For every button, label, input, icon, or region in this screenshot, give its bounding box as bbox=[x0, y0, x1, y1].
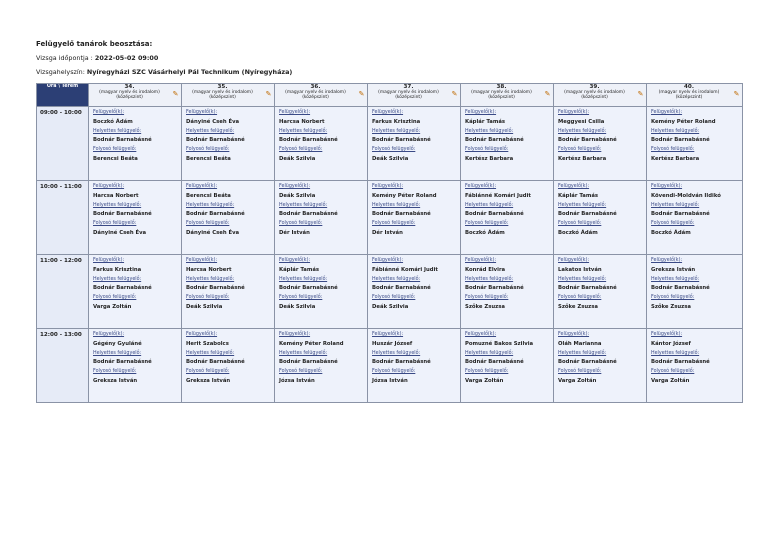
corridor-supervisor-link[interactable]: Folyosó felügyelő: bbox=[186, 295, 230, 300]
corridor-supervisor-name: Dér István bbox=[279, 229, 310, 236]
supervisor-name: Huszár József bbox=[372, 340, 413, 347]
page-title: Felügyelő tanárok beosztása: bbox=[36, 40, 153, 48]
supervisor-link[interactable]: Felügyelő(k): bbox=[465, 184, 497, 189]
schedule-cell bbox=[275, 107, 368, 181]
supervisor-link[interactable]: Felügyelő(k): bbox=[465, 332, 497, 337]
corridor-supervisor-name: Boczkó Ádám bbox=[558, 229, 598, 236]
supervisor-link[interactable]: Felügyelő(k): bbox=[651, 332, 683, 337]
schedule-cell bbox=[275, 255, 368, 329]
supervisor-link[interactable]: Felügyelő(k): bbox=[651, 184, 683, 189]
deputy-supervisor-link[interactable]: Helyettes felügyelő: bbox=[651, 350, 700, 356]
corridor-supervisor-link[interactable]: Folyosó felügyelő: bbox=[372, 221, 416, 226]
supervisor-name: Farkus Krisztina bbox=[372, 118, 421, 125]
supervisor-link[interactable]: Felügyelő(k): bbox=[93, 332, 125, 337]
deputy-supervisor-link[interactable]: Helyettes felügyelő: bbox=[279, 276, 328, 282]
deputy-supervisor-name: Bodnár Barnabásné bbox=[186, 359, 245, 365]
time-slot-label: 11:00 - 12:00 bbox=[37, 255, 89, 329]
edit-icon[interactable]: ✎ bbox=[358, 90, 365, 98]
supervisor-name: Kántor József bbox=[651, 340, 691, 347]
room-number: 39. bbox=[589, 84, 600, 90]
corridor-supervisor-name: Szőke Zsuzsa bbox=[651, 303, 691, 310]
schedule-cell bbox=[89, 107, 182, 181]
supervisor-link[interactable]: Felügyelő(k): bbox=[186, 184, 218, 189]
deputy-supervisor-link[interactable]: Helyettes felügyelő: bbox=[558, 350, 607, 356]
schedule-cell bbox=[554, 329, 647, 403]
supervisor-link[interactable]: Felügyelő(k): bbox=[558, 184, 590, 189]
schedule-cell bbox=[461, 255, 554, 329]
deputy-supervisor-link[interactable]: Helyettes felügyelő: bbox=[93, 128, 142, 134]
corridor-supervisor-name: Szőke Zsuzsa bbox=[558, 303, 598, 310]
schedule-cell bbox=[182, 329, 275, 403]
corridor-supervisor-name: Boczkó Ádám bbox=[651, 229, 691, 236]
corridor-supervisor-name: Greksza István bbox=[93, 377, 138, 384]
corridor-supervisor-name: Berencsi Beáta bbox=[186, 155, 231, 162]
deputy-supervisor-name: Bodnár Barnabásné bbox=[465, 137, 524, 143]
room-number: 35. bbox=[217, 84, 228, 90]
corridor-supervisor-name: Deák Szilvia bbox=[279, 155, 316, 162]
time-slot-label: 12:00 - 13:00 bbox=[37, 329, 89, 403]
supervisor-link[interactable]: Felügyelő(k): bbox=[558, 110, 590, 115]
corridor-supervisor-link[interactable]: Folyosó felügyelő: bbox=[93, 369, 137, 374]
deputy-supervisor-link[interactable]: Helyettes felügyelő: bbox=[651, 128, 700, 134]
room-subject: (magyar nyelv és irodalom) bbox=[471, 90, 532, 96]
supervisor-link[interactable]: Felügyelő(k): bbox=[558, 332, 590, 337]
supervisor-link[interactable]: Felügyelő(k): bbox=[93, 184, 125, 189]
corridor-supervisor-name: Varga Zoltán bbox=[651, 377, 690, 384]
deputy-supervisor-link[interactable]: Helyettes felügyelő: bbox=[93, 350, 142, 356]
deputy-supervisor-link[interactable]: Helyettes felügyelő: bbox=[651, 202, 700, 208]
supervisor-name: Pomuzné Bakos Szilvia bbox=[465, 340, 534, 347]
schedule-cell bbox=[461, 107, 554, 181]
room-header bbox=[647, 84, 743, 107]
supervisor-link[interactable]: Felügyelő(k): bbox=[372, 258, 404, 263]
deputy-supervisor-link[interactable]: Helyettes felügyelő: bbox=[186, 350, 235, 356]
room-level: (középszint) bbox=[116, 95, 143, 101]
supervisor-name: Herit Szabolcs bbox=[186, 340, 229, 347]
corridor-supervisor-link[interactable]: Folyosó felügyelő: bbox=[279, 369, 323, 374]
supervisor-name: Kövendi-Moldván Ildikó bbox=[651, 192, 721, 199]
deputy-supervisor-name: Bodnár Barnabásné bbox=[186, 137, 245, 143]
supervisor-link[interactable]: Felügyelő(k): bbox=[279, 332, 311, 337]
deputy-supervisor-name: Bodnár Barnabásné bbox=[558, 359, 617, 365]
edit-icon[interactable]: ✎ bbox=[733, 90, 740, 98]
supervisor-name: Oláh Marianna bbox=[558, 340, 602, 347]
exam-place-label: Vizsgahelyszín: bbox=[36, 68, 87, 76]
corridor-supervisor-link[interactable]: Folyosó felügyelő: bbox=[186, 369, 230, 374]
time-slot-row bbox=[37, 181, 743, 255]
corridor-supervisor-link[interactable]: Folyosó felügyelő: bbox=[558, 295, 602, 300]
schedule-cell bbox=[554, 181, 647, 255]
corridor-supervisor-link[interactable]: Folyosó felügyelő: bbox=[93, 295, 137, 300]
schedule-cell bbox=[89, 255, 182, 329]
exam-time-label: Vizsga időpontja : bbox=[36, 54, 95, 62]
corridor-supervisor-name: Deák Szilvia bbox=[186, 303, 223, 310]
deputy-supervisor-name: Bodnár Barnabásné bbox=[372, 359, 431, 365]
schedule-cell bbox=[368, 181, 461, 255]
supervisor-name: Lakatos István bbox=[558, 266, 602, 273]
deputy-supervisor-link[interactable]: Helyettes felügyelő: bbox=[279, 202, 328, 208]
supervisor-name: Harcsa Norbert bbox=[93, 192, 139, 199]
corridor-supervisor-name: Józsa István bbox=[279, 377, 315, 384]
deputy-supervisor-link[interactable]: Helyettes felügyelő: bbox=[465, 202, 514, 208]
supervisor-link[interactable]: Felügyelő(k): bbox=[279, 184, 311, 189]
room-header-text bbox=[554, 84, 635, 106]
schedule-cell bbox=[89, 181, 182, 255]
corridor-supervisor-link[interactable]: Folyosó felügyelő: bbox=[186, 221, 230, 226]
deputy-supervisor-link[interactable]: Helyettes felügyelő: bbox=[558, 128, 607, 134]
room-subject: (magyar nyelv és irodalom) bbox=[378, 90, 439, 96]
schedule-cell bbox=[89, 329, 182, 403]
deputy-supervisor-link[interactable]: Helyettes felügyelő: bbox=[651, 276, 700, 282]
corridor-supervisor-link[interactable]: Folyosó felügyelő: bbox=[93, 147, 137, 152]
exam-time-line bbox=[36, 54, 158, 62]
time-slot-row bbox=[37, 255, 743, 329]
room-level: (középszint) bbox=[581, 95, 608, 101]
corridor-supervisor-name: Dér István bbox=[372, 229, 403, 236]
deputy-supervisor-link[interactable]: Helyettes felügyelő: bbox=[372, 128, 421, 134]
room-header bbox=[368, 84, 461, 107]
supervisor-name: Berencsi Beáta bbox=[186, 192, 231, 199]
supervisor-link[interactable]: Felügyelő(k): bbox=[651, 258, 683, 263]
room-subject: (magyar nyelv és irodalom) bbox=[564, 90, 625, 96]
deputy-supervisor-name: Bodnár Barnabásné bbox=[558, 285, 617, 291]
schedule-cell bbox=[275, 181, 368, 255]
supervisor-name: Farkus Krisztina bbox=[93, 266, 142, 273]
edit-icon[interactable]: ✎ bbox=[172, 90, 179, 98]
corridor-supervisor-name: Varga Zoltán bbox=[465, 377, 504, 384]
deputy-supervisor-name: Bodnár Barnabásné bbox=[372, 137, 431, 143]
corridor-supervisor-name: Greksza István bbox=[186, 377, 231, 384]
room-header-text bbox=[461, 84, 542, 106]
corridor-supervisor-name: Szőke Zsuzsa bbox=[465, 303, 505, 310]
supervisor-name: Meggyesi Csilla bbox=[558, 118, 605, 125]
supervisor-name: Boczkó Ádám bbox=[93, 118, 133, 125]
time-slot-label: 10:00 - 11:00 bbox=[37, 181, 89, 255]
time-slot-label: 09:00 - 10:00 bbox=[37, 107, 89, 181]
deputy-supervisor-name: Bodnár Barnabásné bbox=[651, 285, 710, 291]
supervisor-link[interactable]: Felügyelő(k): bbox=[186, 332, 218, 337]
edit-icon[interactable]: ✎ bbox=[265, 90, 272, 98]
deputy-supervisor-link[interactable]: Helyettes felügyelő: bbox=[372, 276, 421, 282]
room-subject: (magyar nyelv és irodalom) bbox=[285, 90, 346, 96]
supervisor-name: Kemény Péter Roland bbox=[651, 118, 716, 125]
supervisor-link[interactable]: Felügyelő(k): bbox=[93, 110, 125, 115]
deputy-supervisor-name: Bodnár Barnabásné bbox=[372, 211, 431, 217]
corridor-supervisor-link[interactable]: Folyosó felügyelő: bbox=[651, 147, 695, 152]
deputy-supervisor-name: Bodnár Barnabásné bbox=[279, 137, 338, 143]
room-header bbox=[554, 84, 647, 107]
schedule-cell bbox=[275, 329, 368, 403]
corridor-supervisor-link[interactable]: Folyosó felügyelő: bbox=[651, 369, 695, 374]
deputy-supervisor-link[interactable]: Helyettes felügyelő: bbox=[93, 276, 142, 282]
corridor-supervisor-link[interactable]: Folyosó felügyelő: bbox=[465, 147, 509, 152]
room-level: (középszint) bbox=[675, 95, 703, 101]
corridor-supervisor-name: Dányiné Cseh Éva bbox=[186, 229, 240, 236]
deputy-supervisor-name: Bodnár Barnabásné bbox=[93, 137, 152, 143]
deputy-supervisor-link[interactable]: Helyettes felügyelő: bbox=[558, 276, 607, 282]
schedule-table bbox=[36, 83, 743, 403]
supervisor-link[interactable]: Felügyelő(k): bbox=[372, 110, 404, 115]
corridor-supervisor-name: Berencsi Beáta bbox=[93, 155, 138, 162]
deputy-supervisor-name: Bodnár Barnabásné bbox=[558, 211, 617, 217]
room-header bbox=[275, 84, 368, 107]
deputy-supervisor-link[interactable]: Helyettes felügyelő: bbox=[465, 276, 514, 282]
corridor-supervisor-link[interactable]: Folyosó felügyelő: bbox=[558, 147, 602, 152]
corridor-supervisor-name: Józsa István bbox=[372, 377, 408, 384]
supervisor-name: Dányiné Cseh Éva bbox=[186, 118, 240, 125]
corner-header: Óra \ Terem bbox=[37, 84, 89, 107]
corridor-supervisor-link[interactable]: Folyosó felügyelő: bbox=[186, 147, 230, 152]
room-header-text bbox=[647, 84, 731, 106]
time-slot-row bbox=[37, 107, 743, 181]
supervisor-name: Deák Szilvia bbox=[279, 192, 316, 199]
deputy-supervisor-link[interactable]: Helyettes felügyelő: bbox=[279, 128, 328, 134]
room-header-text bbox=[275, 84, 356, 106]
schedule-cell bbox=[182, 255, 275, 329]
deputy-supervisor-link[interactable]: Helyettes felügyelő: bbox=[465, 128, 514, 134]
corridor-supervisor-link[interactable]: Folyosó felügyelő: bbox=[93, 221, 137, 226]
room-number: 36. bbox=[310, 84, 321, 90]
exam-place-line bbox=[36, 68, 292, 76]
corridor-supervisor-link[interactable]: Folyosó felügyelő: bbox=[279, 147, 323, 152]
supervisor-name: Harcsa Norbert bbox=[186, 266, 232, 273]
schedule-cell bbox=[368, 107, 461, 181]
room-number: 38. bbox=[496, 84, 507, 90]
supervisor-link[interactable]: Felügyelő(k): bbox=[93, 258, 125, 263]
edit-icon[interactable]: ✎ bbox=[451, 90, 458, 98]
corridor-supervisor-link[interactable]: Folyosó felügyelő: bbox=[465, 295, 509, 300]
supervisor-name: Káplár Tamás bbox=[558, 192, 599, 199]
deputy-supervisor-name: Bodnár Barnabásné bbox=[465, 211, 524, 217]
edit-icon[interactable]: ✎ bbox=[637, 90, 644, 98]
deputy-supervisor-link[interactable]: Helyettes felügyelő: bbox=[279, 350, 328, 356]
deputy-supervisor-name: Bodnár Barnabásné bbox=[465, 285, 524, 291]
corridor-supervisor-name: Kertész Barbara bbox=[465, 155, 514, 162]
deputy-supervisor-name: Bodnár Barnabásné bbox=[465, 359, 524, 365]
schedule-cell bbox=[182, 181, 275, 255]
deputy-supervisor-name: Bodnár Barnabásné bbox=[651, 137, 710, 143]
corridor-supervisor-link[interactable]: Folyosó felügyelő: bbox=[651, 221, 695, 226]
corridor-supervisor-name: Deák Szilvia bbox=[372, 155, 409, 162]
supervisor-link[interactable]: Felügyelő(k): bbox=[372, 332, 404, 337]
exam-time-value: 2022-05-02 09:00 bbox=[94, 54, 159, 62]
deputy-supervisor-name: Bodnár Barnabásné bbox=[279, 211, 338, 217]
corridor-supervisor-link[interactable]: Folyosó felügyelő: bbox=[279, 295, 323, 300]
deputy-supervisor-name: Bodnár Barnabásné bbox=[186, 285, 245, 291]
corridor-supervisor-link[interactable]: Folyosó felügyelő: bbox=[465, 369, 509, 374]
deputy-supervisor-link[interactable]: Helyettes felügyelő: bbox=[558, 202, 607, 208]
corridor-supervisor-name: Kertész Barbara bbox=[651, 155, 700, 162]
schedule-cell bbox=[647, 181, 743, 255]
corridor-supervisor-link[interactable]: Folyosó felügyelő: bbox=[372, 295, 416, 300]
deputy-supervisor-link[interactable]: Helyettes felügyelő: bbox=[465, 350, 514, 356]
supervisor-name: Konrád Elvira bbox=[465, 266, 506, 273]
time-slot-row bbox=[37, 329, 743, 403]
deputy-supervisor-link[interactable]: Helyettes felügyelő: bbox=[186, 128, 235, 134]
supervisor-link[interactable]: Felügyelő(k): bbox=[465, 110, 497, 115]
supervisor-name: Gégény Gyuláné bbox=[93, 340, 142, 347]
schedule-cell bbox=[647, 329, 743, 403]
corridor-supervisor-link[interactable]: Folyosó felügyelő: bbox=[372, 147, 416, 152]
room-header bbox=[461, 84, 554, 107]
room-number: 34. bbox=[124, 84, 135, 90]
room-number: 40. bbox=[684, 84, 694, 90]
room-number: 37. bbox=[403, 84, 414, 90]
deputy-supervisor-name: Bodnár Barnabásné bbox=[93, 359, 152, 365]
supervisor-name: Harcsa Norbert bbox=[279, 118, 325, 125]
corridor-supervisor-name: Varga Zoltán bbox=[558, 377, 597, 384]
room-header-text bbox=[89, 84, 170, 106]
supervisor-link[interactable]: Felügyelő(k): bbox=[465, 258, 497, 263]
corridor-supervisor-link[interactable]: Folyosó felügyelő: bbox=[279, 221, 323, 226]
room-level: (középszint) bbox=[302, 95, 329, 101]
supervisor-name: Fábiánné Komári Judit bbox=[372, 266, 438, 273]
room-subject: (magyar nyelv és irodalom) bbox=[192, 90, 253, 96]
exam-place-value: Nyíregyházi SZC Vásárhelyi Pál Technikum (Nyíregyháza) bbox=[86, 68, 293, 76]
deputy-supervisor-link[interactable]: Helyettes felügyelő: bbox=[186, 276, 235, 282]
deputy-supervisor-link[interactable]: Helyettes felügyelő: bbox=[372, 350, 421, 356]
edit-icon[interactable]: ✎ bbox=[544, 90, 551, 98]
supervisor-link[interactable]: Felügyelő(k): bbox=[186, 110, 218, 115]
room-header bbox=[89, 84, 182, 107]
supervisor-link[interactable]: Felügyelő(k): bbox=[279, 110, 311, 115]
corridor-supervisor-link[interactable]: Folyosó felügyelő: bbox=[651, 295, 695, 300]
schedule-cell bbox=[368, 255, 461, 329]
corridor-supervisor-name: Dányiné Cseh Éva bbox=[93, 229, 147, 236]
corridor-supervisor-name: Varga Zoltán bbox=[93, 303, 132, 310]
corridor-supervisor-name: Boczkó Ádám bbox=[465, 229, 505, 236]
deputy-supervisor-link[interactable]: Helyettes felügyelő: bbox=[93, 202, 142, 208]
room-header-text bbox=[182, 84, 263, 106]
schedule-cell bbox=[182, 107, 275, 181]
schedule-cell bbox=[554, 255, 647, 329]
schedule-cell bbox=[461, 181, 554, 255]
room-level: (középszint) bbox=[209, 95, 236, 101]
schedule-cell bbox=[647, 107, 743, 181]
room-level: (középszint) bbox=[395, 95, 422, 101]
deputy-supervisor-name: Bodnár Barnabásné bbox=[558, 137, 617, 143]
supervisor-name: Kemény Péter Roland bbox=[279, 340, 344, 347]
schedule-cell bbox=[647, 255, 743, 329]
deputy-supervisor-name: Bodnár Barnabásné bbox=[93, 285, 152, 291]
supervisor-name: Káplár Tamás bbox=[465, 118, 506, 125]
deputy-supervisor-name: Bodnár Barnabásné bbox=[186, 211, 245, 217]
room-subject: (magyar nyelv és irodalom) bbox=[99, 90, 160, 96]
deputy-supervisor-name: Bodnár Barnabásné bbox=[93, 211, 152, 217]
corridor-supervisor-name: Deák Szilvia bbox=[279, 303, 316, 310]
deputy-supervisor-link[interactable]: Helyettes felügyelő: bbox=[372, 202, 421, 208]
supervisor-name: Káplár Tamás bbox=[279, 266, 320, 273]
deputy-supervisor-name: Bodnár Barnabásné bbox=[279, 359, 338, 365]
deputy-supervisor-name: Bodnár Barnabásné bbox=[651, 211, 710, 217]
corridor-supervisor-link[interactable]: Folyosó felügyelő: bbox=[372, 369, 416, 374]
room-header bbox=[182, 84, 275, 107]
deputy-supervisor-name: Bodnár Barnabásné bbox=[279, 285, 338, 291]
corridor-supervisor-link[interactable]: Folyosó felügyelő: bbox=[558, 369, 602, 374]
supervisor-name: Kemény Péter Roland bbox=[372, 192, 437, 199]
schedule-cell bbox=[461, 329, 554, 403]
room-level: (középszint) bbox=[488, 95, 515, 101]
schedule-cell bbox=[368, 329, 461, 403]
corridor-supervisor-name: Deák Szilvia bbox=[372, 303, 409, 310]
supervisor-link[interactable]: Felügyelő(k): bbox=[651, 110, 683, 115]
room-subject: (magyar nyelv és irodalom) bbox=[658, 90, 720, 96]
supervisor-link[interactable]: Felügyelő(k): bbox=[186, 258, 218, 263]
supervisor-name: Fábiánné Komári Judit bbox=[465, 192, 531, 199]
corridor-supervisor-name: Kertész Barbara bbox=[558, 155, 607, 162]
supervisor-name: Greksza István bbox=[651, 266, 696, 273]
supervisor-link[interactable]: Felügyelő(k): bbox=[279, 258, 311, 263]
room-header-row bbox=[37, 84, 743, 107]
deputy-supervisor-link[interactable]: Helyettes felügyelő: bbox=[186, 202, 235, 208]
schedule-cell bbox=[554, 107, 647, 181]
room-header-text bbox=[368, 84, 449, 106]
supervisor-link[interactable]: Felügyelő(k): bbox=[372, 184, 404, 189]
deputy-supervisor-name: Bodnár Barnabásné bbox=[651, 359, 710, 365]
deputy-supervisor-name: Bodnár Barnabásné bbox=[372, 285, 431, 291]
corridor-supervisor-link[interactable]: Folyosó felügyelő: bbox=[558, 221, 602, 226]
corridor-supervisor-link[interactable]: Folyosó felügyelő: bbox=[465, 221, 509, 226]
supervisor-link[interactable]: Felügyelő(k): bbox=[558, 258, 590, 263]
